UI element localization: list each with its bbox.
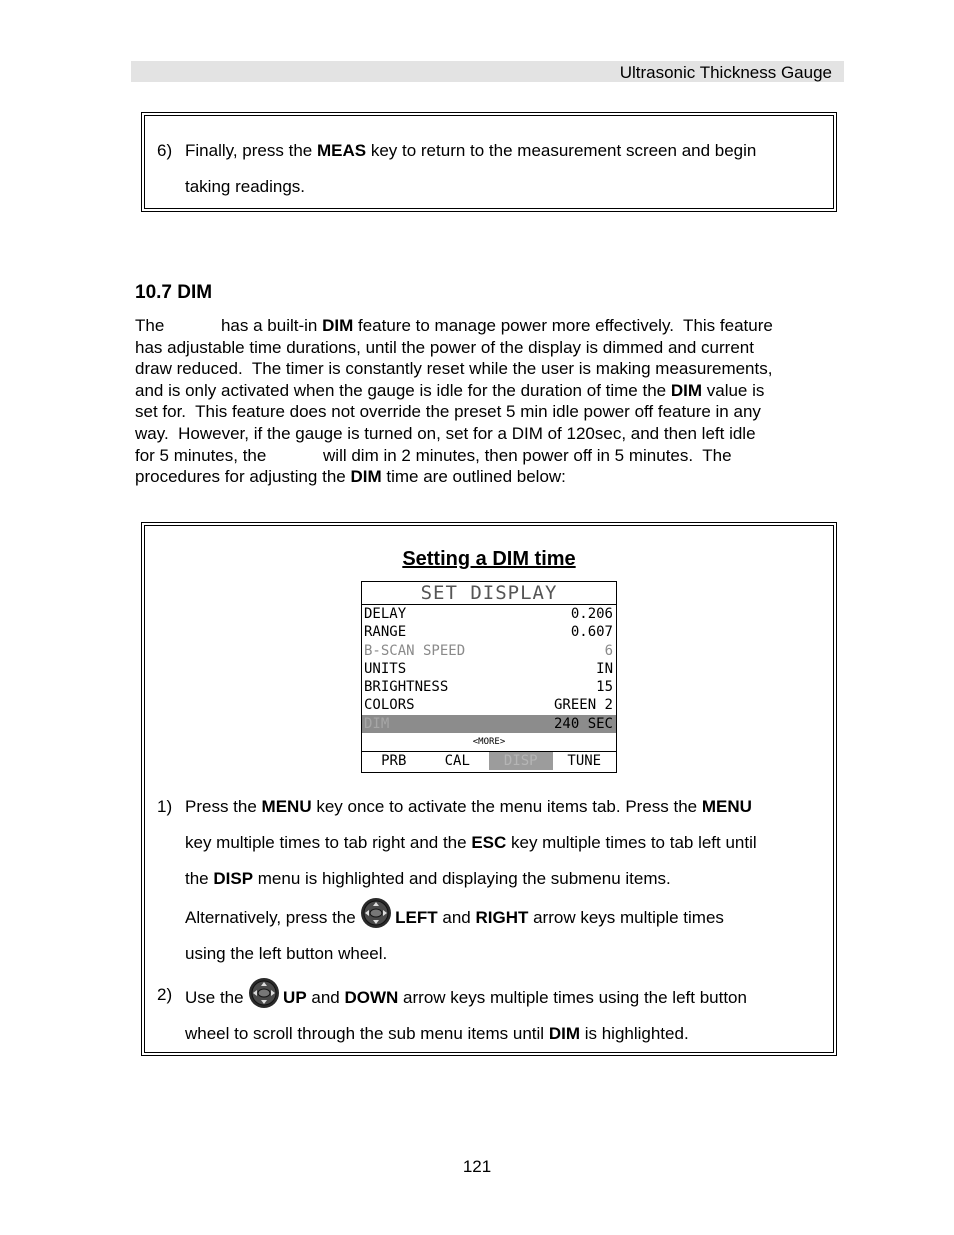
procedure-box (144, 525, 834, 1053)
text: key multiple times to tab right and the (185, 833, 472, 852)
lcd-value: IN (596, 660, 613, 677)
lcd-label: RANGE (364, 624, 407, 641)
lcd-value: GREEN 2 (553, 697, 613, 714)
lcd-row-colors (362, 696, 616, 714)
section-paragraph (135, 315, 847, 488)
lcd-row-delay (362, 605, 616, 623)
lcd-label: DELAY (364, 606, 407, 622)
text: draw reduced. The timer is constantly reset while the user is making measurements, (135, 359, 773, 379)
text: taking readings. (185, 177, 306, 196)
text-bold: DIM (670, 380, 703, 400)
key-menu: MENU (261, 797, 312, 816)
lcd-tab-cal: CAL (444, 753, 470, 770)
text: set for. This feature does not override the preset 5 min idle power off feature in any (135, 402, 761, 422)
text: arrow keys multiple times (528, 908, 724, 927)
step-text (185, 977, 747, 1052)
lcd-title: SET DISPLAY (362, 582, 616, 605)
text: and is only activated when the gauge is idle for the duration of time the (135, 380, 671, 400)
step-number: 1) (157, 797, 173, 816)
text: procedures for adjusting the (135, 467, 351, 487)
text: has adjustable time durations, until the power of the display is dimmed and current (135, 337, 754, 357)
step-number: 6) (157, 141, 173, 160)
lcd-row-bscan-speed (362, 642, 616, 660)
key-esc: ESC (471, 833, 507, 852)
text: The has a built-in (135, 316, 323, 335)
text-bold: DIM (322, 316, 354, 335)
text: for 5 minutes, the will dim in 2 minutes, then power off in 5 minutes. The (135, 445, 732, 465)
menu-disp: DISP (213, 869, 254, 888)
text: Press the (185, 797, 262, 816)
lcd-more: <MORE> (362, 733, 616, 752)
text: key to return to the measurement screen and begin (366, 141, 757, 160)
lcd-label: COLORS (364, 697, 415, 714)
text: Use the (185, 988, 249, 1007)
page-number: 121 (462, 1157, 492, 1176)
lcd-value: 0.607 (570, 624, 613, 641)
lcd-row-dim-selected (362, 715, 616, 733)
text: way. However, if the gauge is turned on, set for a DIM of 120sec, and then left idle (135, 423, 756, 443)
header-bar (131, 61, 844, 82)
lcd-tab-disp: DISP (489, 752, 553, 770)
step-text (185, 789, 757, 972)
text: Finally, press the (185, 141, 317, 160)
procedure-title: Setting a DIM time (402, 548, 576, 570)
step-number: 2) (157, 985, 173, 1004)
key-up: UP (283, 988, 307, 1007)
lcd-tabs (362, 752, 616, 770)
key-left: LEFT (395, 908, 438, 927)
text: time are outlined below: (381, 467, 566, 487)
text: Alternatively, press the (185, 908, 361, 927)
text: using the left button wheel. (185, 944, 388, 963)
text: key multiple times to tab left until (506, 833, 757, 852)
step-text (185, 133, 756, 205)
lcd-screen (361, 581, 617, 773)
text-bold: DIM (548, 1024, 580, 1043)
lcd-value: 15 (596, 679, 613, 696)
section-title: 10.7 DIM (135, 282, 213, 303)
lcd-row-units (362, 660, 616, 678)
text: feature to manage power more effectively. This feature (353, 316, 773, 335)
text: and (437, 908, 476, 927)
button-wheel-icon (248, 977, 278, 1007)
text: is highlighted. (579, 1024, 689, 1043)
key-down: DOWN (344, 988, 399, 1007)
text: value is (702, 380, 765, 400)
button-wheel-icon (360, 897, 390, 927)
step-box-top (144, 115, 834, 209)
lcd-tab-prb: PRB (381, 753, 407, 770)
lcd-label: B-SCAN SPEED (364, 642, 466, 659)
text: wheel to scroll through the sub menu items until (185, 1024, 549, 1043)
lcd-tab-tune: TUNE (567, 753, 602, 770)
header-title: Ultrasonic Thickness Gauge (619, 63, 832, 82)
key-right: RIGHT (475, 908, 529, 927)
lcd-value: 0.206 (570, 606, 613, 622)
lcd-value: 6 (604, 642, 613, 659)
text: and (306, 988, 345, 1007)
key-menu: MENU (701, 797, 752, 816)
lcd-row-range (362, 623, 616, 641)
text: arrow keys multiple times using the left button (398, 988, 747, 1007)
text: menu is highlighted and displaying the submenu items. (253, 869, 671, 888)
text: key once to activate the menu items tab. Press the (311, 797, 702, 816)
text: the (185, 869, 214, 888)
key-meas: MEAS (316, 141, 367, 160)
lcd-label: DIM (364, 715, 390, 732)
lcd-label: BRIGHTNESS (364, 679, 449, 696)
lcd-value: 240 SEC (553, 715, 613, 732)
lcd-row-brightness (362, 678, 616, 696)
lcd-label: UNITS (364, 660, 407, 677)
text-bold: DIM (350, 467, 382, 487)
